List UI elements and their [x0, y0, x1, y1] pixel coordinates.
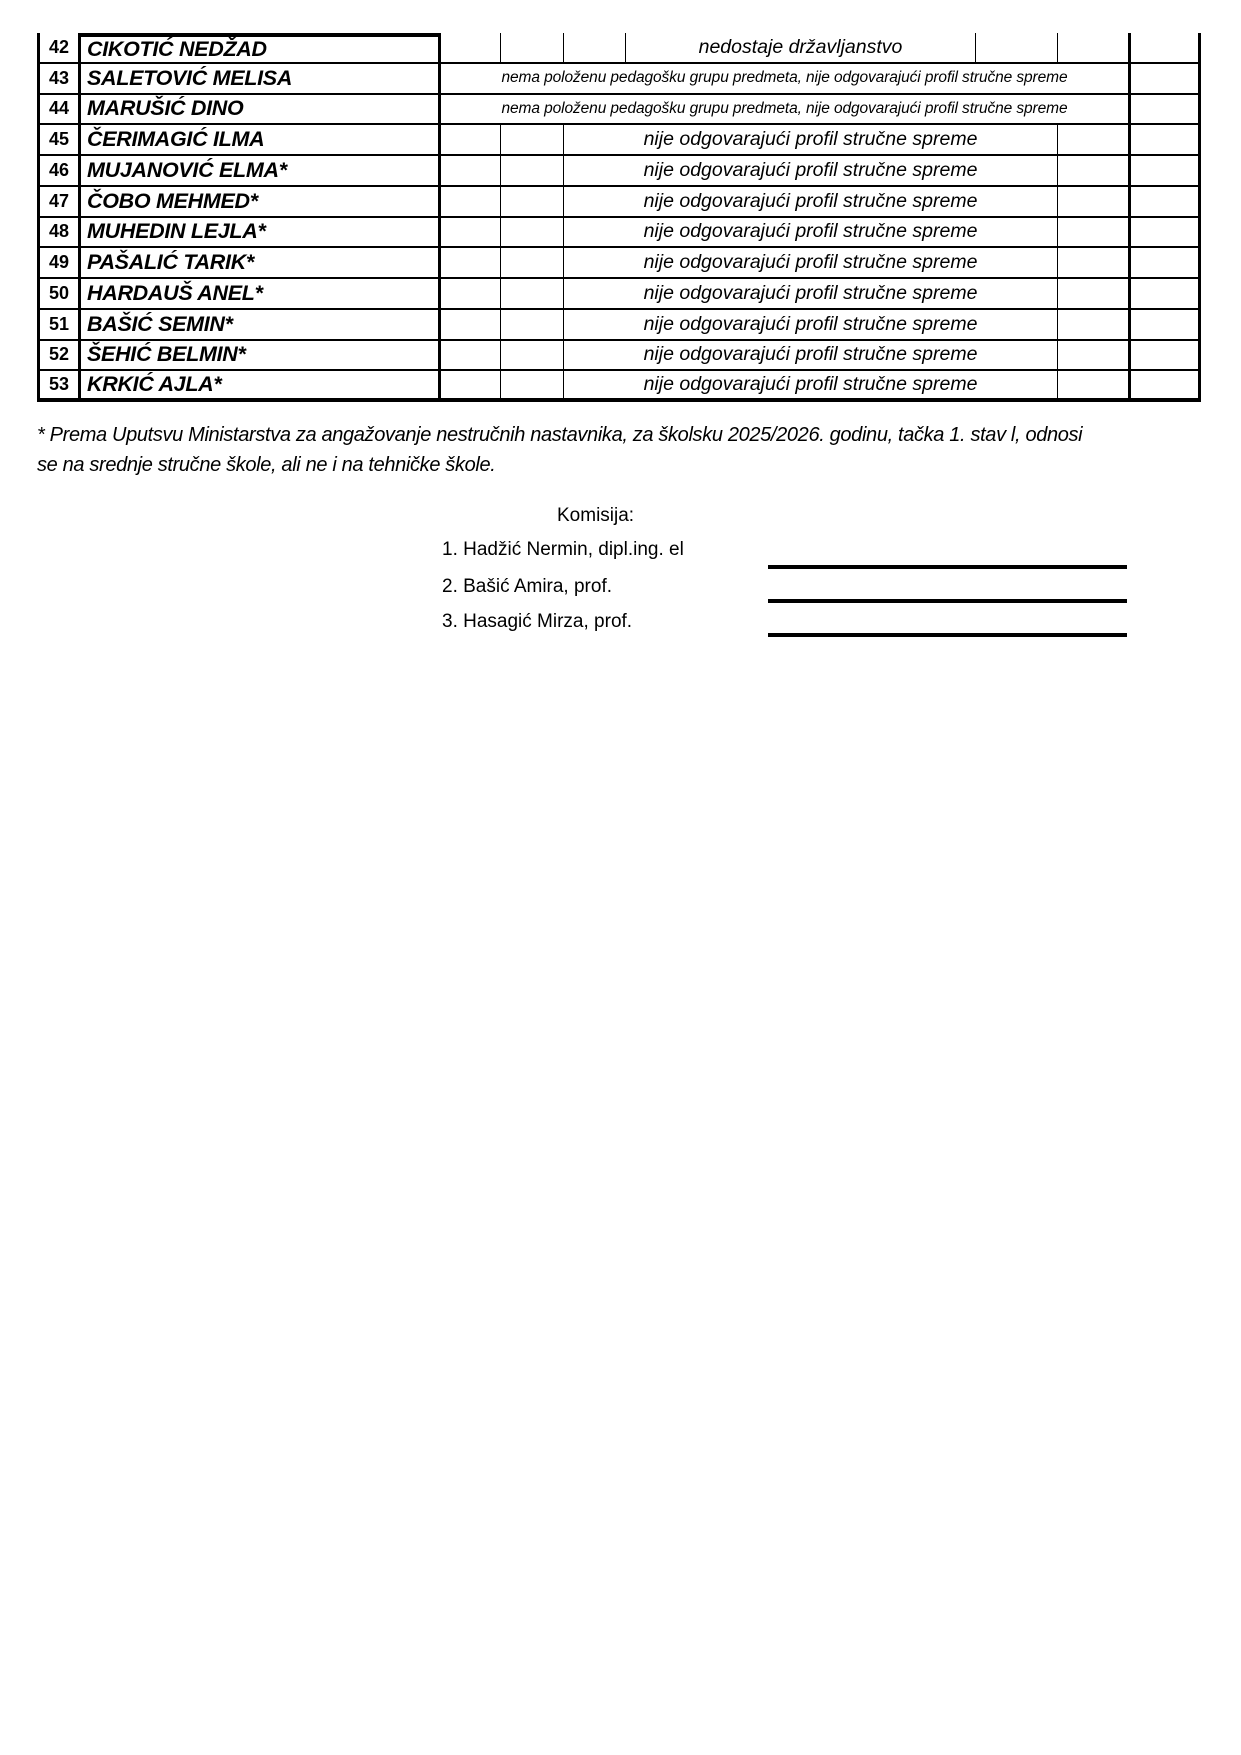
candidate-name-cell: CIKOTIĆ NEDŽAD — [78, 33, 438, 62]
empty-cell — [500, 279, 563, 308]
empty-cell — [438, 371, 500, 398]
candidates-table — [37, 33, 1201, 402]
candidate-name-cell: MUJANOVIĆ ELMA* — [78, 156, 438, 185]
empty-cell — [438, 248, 500, 277]
candidate-name-cell: MARUŠIĆ DINO — [78, 95, 438, 124]
empty-cell — [438, 187, 500, 216]
candidate-name-cell: KRKIĆ AJLA* — [78, 371, 438, 398]
empty-cell — [1128, 187, 1201, 216]
table-row — [37, 33, 1201, 64]
remark-cell: nije odgovarajući profil stručne spreme — [563, 279, 1057, 308]
commission-title: Komisija: — [557, 505, 635, 526]
table-row — [37, 64, 1201, 95]
table-row — [37, 187, 1201, 218]
empty-cell — [438, 125, 500, 154]
remark-cell: nije odgovarajući profil stručne spreme — [563, 187, 1057, 216]
empty-cell — [1057, 341, 1128, 370]
empty-cell — [1057, 279, 1128, 308]
empty-cell — [1057, 125, 1128, 154]
table-row — [37, 125, 1201, 156]
remark-cell: nema položenu pedagošku grupu predmeta, nije odgovarajući profil stručne spreme — [438, 64, 1128, 93]
candidate-name-cell: MUHEDIN LEJLA* — [78, 218, 438, 247]
empty-cell — [438, 341, 500, 370]
empty-cell — [438, 310, 500, 339]
empty-cell — [1128, 95, 1201, 124]
table-row — [37, 371, 1201, 402]
empty-cell — [1057, 248, 1128, 277]
candidate-name-cell: SALETOVIĆ MELISA — [78, 64, 438, 93]
table-row — [37, 218, 1201, 249]
empty-cell — [500, 187, 563, 216]
remark-cell: nije odgovarajući profil stručne spreme — [563, 371, 1057, 398]
candidate-name-cell: ŠEHIĆ BELMIN* — [78, 341, 438, 370]
empty-cell — [1057, 218, 1128, 247]
table-row — [37, 156, 1201, 187]
candidate-name-cell: ČOBO MEHMED* — [78, 187, 438, 216]
row-number-cell: 45 — [37, 125, 78, 154]
remark-cell: nije odgovarajući profil stručne spreme — [563, 310, 1057, 339]
empty-cell — [1057, 371, 1128, 398]
empty-cell — [1128, 279, 1201, 308]
commission-member-1: 1. Hadžić Nermin, dipl.ing. el — [442, 539, 684, 560]
candidate-name-cell: ČERIMAGIĆ ILMA — [78, 125, 438, 154]
remark-cell: nije odgovarajući profil stručne spreme — [563, 156, 1057, 185]
row-number-cell: 53 — [37, 371, 78, 398]
footnote-line-2: se na srednje stručne škole, ali ne i na tehničke škole. — [37, 454, 496, 476]
signature-line-2 — [768, 599, 1127, 603]
empty-cell — [1128, 248, 1201, 277]
candidate-name-cell: HARDAUŠ ANEL* — [78, 279, 438, 308]
footnote-line-1: * Prema Uputsvu Ministarstva za angažovanje nestručnih nastavnika, za školsku 2025/2026. godinu, tačka 1. stav l, odnosi — [37, 424, 1083, 446]
table-row — [37, 341, 1201, 372]
remark-cell: nema položenu pedagošku grupu predmeta, nije odgovarajući profil stručne spreme — [438, 95, 1128, 124]
row-number-cell: 43 — [37, 64, 78, 93]
table-row — [37, 248, 1201, 279]
empty-cell — [438, 279, 500, 308]
empty-cell — [500, 310, 563, 339]
signature-line-1 — [768, 565, 1127, 569]
table-row — [37, 95, 1201, 126]
candidate-name-cell: BAŠIĆ SEMIN* — [78, 310, 438, 339]
empty-cell — [1057, 187, 1128, 216]
row-number-cell: 50 — [37, 279, 78, 308]
candidate-name-cell: PAŠALIĆ TARIK* — [78, 248, 438, 277]
remark-cell: nedostaje državljanstvo — [625, 33, 975, 62]
empty-cell — [1057, 310, 1128, 339]
empty-cell — [1128, 125, 1201, 154]
remark-cell: nije odgovarajući profil stručne spreme — [563, 125, 1057, 154]
footnote — [37, 420, 1082, 480]
empty-cell — [1128, 310, 1201, 339]
row-number-cell: 48 — [37, 218, 78, 247]
remark-cell: nije odgovarajući profil stručne spreme — [563, 248, 1057, 277]
empty-cell — [500, 33, 563, 62]
empty-cell — [1128, 33, 1201, 62]
empty-cell — [500, 341, 563, 370]
row-number-cell: 47 — [37, 187, 78, 216]
table-row — [37, 310, 1201, 341]
empty-cell — [500, 156, 563, 185]
empty-cell — [563, 33, 625, 62]
empty-cell — [500, 248, 563, 277]
empty-cell — [500, 371, 563, 398]
row-number-cell: 49 — [37, 248, 78, 277]
row-number-cell: 44 — [37, 95, 78, 124]
empty-cell — [1128, 341, 1201, 370]
empty-cell — [1057, 156, 1128, 185]
row-number-cell: 42 — [37, 33, 78, 62]
row-number-cell: 51 — [37, 310, 78, 339]
commission-member-3: 3. Hasagić Mirza, prof. — [442, 611, 633, 632]
row-number-cell: 52 — [37, 341, 78, 370]
empty-cell — [1128, 64, 1201, 93]
empty-cell — [438, 218, 500, 247]
empty-cell — [500, 125, 563, 154]
empty-cell — [1128, 371, 1201, 398]
empty-cell — [975, 33, 1057, 62]
empty-cell — [1057, 33, 1128, 62]
empty-cell — [1128, 218, 1201, 247]
empty-cell — [438, 33, 500, 62]
empty-cell — [438, 156, 500, 185]
empty-cell — [1128, 156, 1201, 185]
remark-cell: nije odgovarajući profil stručne spreme — [563, 218, 1057, 247]
commission-member-2: 2. Bašić Amira, prof. — [442, 576, 613, 597]
empty-cell — [500, 218, 563, 247]
row-number-cell: 46 — [37, 156, 78, 185]
signature-line-3 — [768, 633, 1127, 637]
remark-cell: nije odgovarajući profil stručne spreme — [563, 341, 1057, 370]
table-row — [37, 279, 1201, 310]
